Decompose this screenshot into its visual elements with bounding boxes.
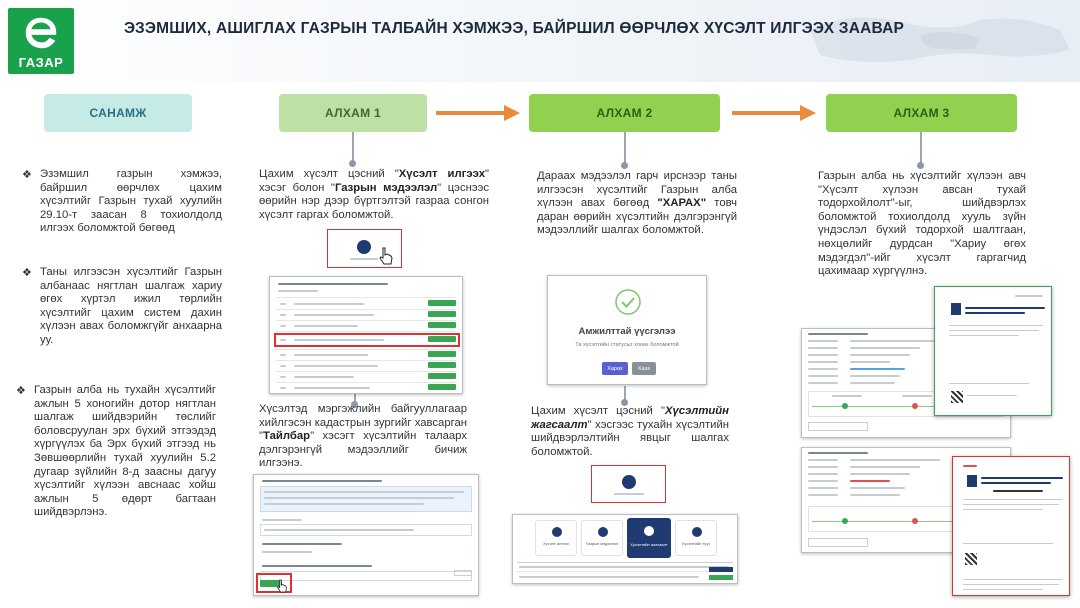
note-1-text: Эзэмшил газрын хэмжээ, байршил өөрчлөх цахим хүсэлтийг Газрын тухай хуулийн 29.10-т заасан 8 тохиолдолд илгээх боломжтой бөгөөд [40, 168, 222, 235]
send-request-button-mock[interactable] [327, 229, 402, 268]
note-pill: САНАМЖ [44, 94, 192, 132]
arrow-icon [732, 104, 816, 122]
received-certificate-doc [934, 286, 1052, 416]
request-form-screenshot [253, 474, 479, 596]
success-title: Амжилттай үүсгэлээ [578, 326, 676, 337]
tab-request-list[interactable]: Хүсэлтийн жагсаалт [627, 518, 671, 558]
step2-text-1: Дараах мэдээлэл гарч ирснээр таны илгээсэн хүсэлтийг Газрын алба хүлээн авах бөгөөд "ХАРАХ" товч даран өөрийн хүсэлтийн дэлгэрэнгүй мэдээллийг шалгах боломжтой. [537, 170, 737, 237]
note-1 [22, 168, 222, 236]
page-title: ЭЗЭМШИХ, АШИГЛАХ ГАЗРЫН ТАЛБАЙН ХЭМЖЭЭ, БАЙРШИЛ ӨӨРЧЛӨХ ХҮСЭЛТ ИЛГЭЭХ ЗААВАР [124, 20, 905, 37]
request-list-button-mock[interactable] [591, 465, 666, 503]
response-notice-doc [952, 456, 1070, 596]
step3-pill: АЛХАМ 3 [826, 94, 1017, 132]
request-tabs-screenshot [512, 514, 738, 584]
bullet-diamond-icon: ❖ [22, 267, 32, 279]
bullet-diamond-icon: ❖ [16, 385, 26, 397]
close-button[interactable]: Хаах [632, 362, 656, 375]
success-subtitle: Та хүсэлтийн статусыг хянах боломжтой [575, 342, 679, 348]
connector-dot [917, 162, 924, 169]
note-2-text: Таны илгээсэн хүсэлтийг Газрын албанаас нягтлан шалгаж хариу өгөх хүртэл ижил төрлийн хүсэлтийг цахим систем дахин хүлээн авах боломжгүйг анхаарна уу. [40, 266, 222, 346]
hand-cursor-icon [276, 578, 288, 594]
connector-line [920, 132, 922, 164]
e-logo-icon [22, 14, 60, 52]
note-3-text: Газрын алба нь тухайн хүсэлтийг ажлын 5 хоногийн дотор нягтлан шалгаж шийдвэрийн төслийг боловсруулан эрх бүхий этгээдэд хүргүүлэх ба Эрх бүхий этгээд нь Зөвшөөрлийн тухай хуулийн 5.2 дугаар зүйлийн 8-д заасны дагуу хүсэлтийг хүлээн авснаас хойш ажлын 5 өдөрт багтаан шийдвэрлэнэ. [34, 384, 216, 519]
step1-text-1: Цахим хүсэлт цэсний "Хүсэлт илгээх" хэсэг болон "Газрын мэдээлэл" цэснээс өөрийн нэр дээр бүртгэлтэй газраа сонгон хүсэлт гаргах боломжтой. [259, 168, 490, 221]
connector-dot [349, 160, 356, 167]
note-2 [22, 266, 222, 348]
note-3 [16, 384, 216, 520]
tab-request-history[interactable]: Хүсэлтийн түүх [675, 520, 717, 556]
bullet-diamond-icon: ❖ [22, 169, 32, 181]
connector-line [352, 132, 354, 162]
tab-send-request[interactable]: Хүсэлт илгээх [535, 520, 577, 556]
step2-pill: АЛХАМ 2 [529, 94, 720, 132]
check-circle-icon [614, 288, 642, 316]
step3-text: Газрын алба нь хүсэлтийг хүлээн авч "Хүсэлт хүлээн авсан тухай тодорхойлолт"-ыг, шийдвэрлэх боломжтой тохиолдолд хууль зүйн үндэслэл бүхий тодорхой шалтгаан, нөхцөлийг дурдсан "Хариу өгөх мэдэгдэл"-ийг хүсэлт гаргагчид цахимаар хүргүүлнэ. [818, 170, 1026, 278]
step1-text-2: Хүсэлтэд мэргэжлийн байгууллагаар хийлгэсэн кадастрын зургийг хавсарган "Тайлбар" хэсэгт хүсэлтийн талаарх дэлгэрэнгүй мэдээллийг бичиж илгээнэ. [259, 403, 467, 470]
gazar-logo [8, 8, 74, 74]
list-icon [622, 475, 636, 489]
view-button[interactable]: Харах [602, 362, 628, 375]
connector-line [624, 132, 626, 164]
tab-land-info[interactable]: Газрын мэдээлэл [581, 520, 623, 556]
step1-pill: АЛХАМ 1 [279, 94, 427, 132]
step2-text-2: Цахим хүсэлт цэсний "Хүсэлтийн жагсаалт" хэсгээс тухайн хүсэлтийн шийдвэрлэлтийн явцыг шалгах боломжтой. [531, 405, 729, 458]
hand-cursor-icon [378, 246, 394, 266]
send-icon [357, 240, 371, 254]
success-dialog-screenshot [547, 275, 707, 385]
logo-text: ГАЗАР [18, 55, 64, 70]
connector-dot [621, 162, 628, 169]
land-list-screenshot [269, 276, 463, 394]
map-decoration [770, 0, 1080, 82]
arrow-icon [436, 104, 520, 122]
